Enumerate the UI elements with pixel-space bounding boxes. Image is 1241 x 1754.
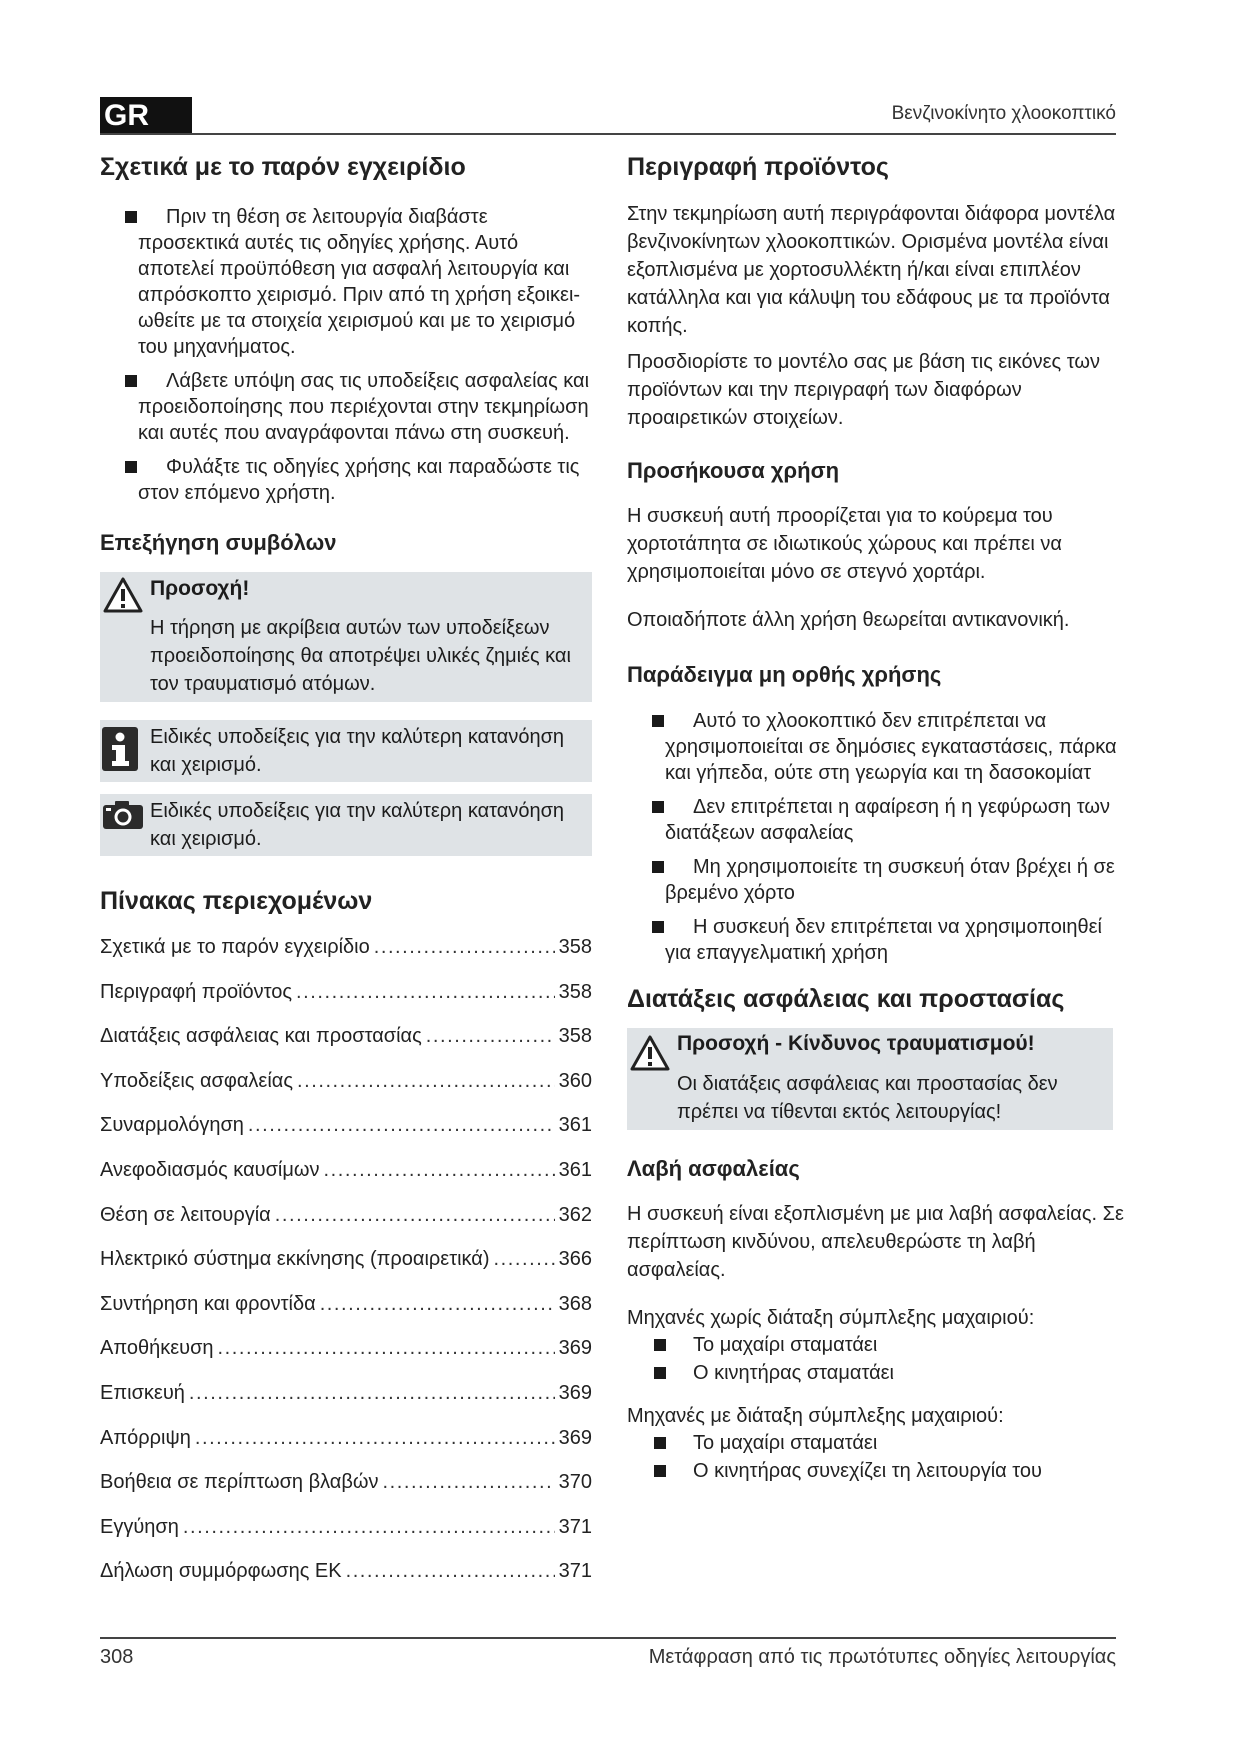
list-item: Η συσκευή δεν επιτρέπεται να χρησιμοποιηθεί για επαγγελματική χρήση (627, 914, 1127, 966)
with-clutch-label: Μηχανές με διάταξη σύμπλεξης μαχαιριού: (627, 1405, 1004, 1427)
safety-warning-notice (627, 1028, 1113, 1130)
list-item: Ο κινητήρας σταματάει (627, 1360, 1127, 1386)
left-column (100, 150, 592, 1605)
toc-heading: Πίνακας περιεχομένων (100, 887, 373, 915)
safety-warning-title: Προσοχή - Κίνδυνος τραυματισμού! (677, 1032, 1035, 1055)
warning-title: Προσοχή! (150, 577, 250, 600)
toc-entry[interactable]: Απόρριψη . . . 369 (100, 1427, 592, 1472)
safety-warning-body: Οι διατάξεις ασφάλειας και προστασίας δεν πρέπει να τίθενται εκτός λειτουργίας! (677, 1073, 1058, 1123)
list-item: Το μαχαίρι σταματάει (627, 1332, 1127, 1358)
with-clutch-list (627, 1430, 1127, 1484)
toc-entry[interactable]: Συναρμολόγηση . . . 361 (100, 1114, 592, 1159)
toc-entry[interactable]: Επισκευή . . . 369 (100, 1382, 592, 1427)
list-item: Το μαχαίρι σταματάει (627, 1430, 1127, 1456)
toc-entry[interactable]: Βοήθεια σε περίπτωση βλαβών . . . 370 (100, 1471, 592, 1516)
footer-rule (100, 1637, 1116, 1639)
info-text: Ειδικές υποδείξεις για την καλύτερη κατανόηση και χειρισμό. (150, 726, 565, 776)
product-para-2: Προσδιορίστε το μοντέλο σας με βάση τις εικόνες των προϊόντων και την περιγραφή των διαφόρων προαιρετικών στοιχείων. (627, 351, 1100, 429)
safety-heading: Διατάξεις ασφάλειας και προστασίας (627, 985, 1065, 1013)
toc-entry[interactable]: Συντήρηση και φροντίδα . . . 368 (100, 1293, 592, 1338)
misuse-heading: Παράδειγμα μη ορθής χρήσης (627, 662, 942, 687)
misuse-bullets (627, 708, 1127, 966)
toc-list (100, 936, 592, 1605)
toc-entry[interactable]: Ηλεκτρικό σύστημα εκκίνησης (προαιρετικά) . . . 366 (100, 1248, 592, 1293)
camera-notice (100, 794, 592, 856)
footer-text: Μετάφραση από τις πρωτότυπες οδηγίες λειτουργίας (648, 1646, 1116, 1668)
toc-entry[interactable]: Εγγύηση . . . 371 (100, 1516, 592, 1561)
warning-notice (100, 572, 592, 702)
about-heading: Σχετικά με το παρόν εγχειρίδιο (100, 153, 466, 181)
intended-use-para-1: Η συσκευή αυτή προορίζεται για το κούρεμα του χορτοτάπητα σε ιδιωτικούς χώρους και πρέπει να χρησιμοποιείται μόνο σε στεγνό χορτάρι. (627, 505, 1062, 583)
list-item: Μη χρησιμοποιείτε τη συσκευή όταν βρέχει ή σε βρεμένο χόρτο (627, 854, 1127, 906)
without-clutch-list (627, 1332, 1127, 1386)
handle-heading: Λαβή ασφαλείας (627, 1156, 800, 1181)
toc-entry[interactable]: Θέση σε λειτουργία . . . 362 (100, 1204, 592, 1249)
camera-icon (102, 800, 144, 830)
without-clutch-label: Μηχανές χωρίς διάταξη σύμπλεξης μαχαιριού: (627, 1307, 1035, 1329)
toc-entry[interactable]: Αποθήκευση . . . 369 (100, 1337, 592, 1382)
list-item: Δεν επιτρέπεται η αφαίρεση ή η γεφύρωση των διατάξεων ασφαλείας (627, 794, 1127, 846)
intended-use-para-2: Οποιαδήποτε άλλη χρήση θεωρείται αντικανονική. (627, 609, 1070, 631)
camera-text: Ειδικές υποδείξεις για την καλύτερη κατανόηση και χειρισμό. (150, 800, 565, 850)
product-para-1: Στην τεκμηρίωση αυτή περιγράφονται διάφορα μοντέλα βενζινοκίνητων χλοοκοπτικών. Ορισμένα μοντέλα είναι εξοπλισμένα με χορτοσυλλέκτη ή/και είναι επιπλέον κατάλληλα και για κάλυψη του εδάφους με τα προϊόντα κοπής. (627, 203, 1116, 337)
toc-entry[interactable]: Δήλωση συμμόρφωσης ΕΚ . . . 371 (100, 1560, 592, 1605)
list-item: Πριν τη θέση σε λειτουργία διαβάστε προσεκτικά αυτές τις οδηγίες χρήσης. Αυτό αποτελεί προϋπόθεση για ασφαλή λειτουργία και απρόσκοπτο χειρισμό. Πριν από τη χρήση εξοικει-ωθείτε με τα στοιχεία χειρισμού και με το χειρισμό του μηχανήματος. (100, 204, 592, 360)
header-rule (100, 133, 1116, 135)
list-item: Αυτό το χλοοκοπτικό δεν επιτρέπεται να χρησιμοποιείται σε δημόσιες εγκαταστάσεις, πάρκα και γήπεδα, ούτε στη γεωργία και τη δασοκομίατ (627, 708, 1127, 786)
handle-para: Η συσκευή είναι εξοπλισμένη με μια λαβή ασφαλείας. Σε περίπτωση κινδύνου, απελευθερώστε τη λαβή ασφαλείας. (627, 1203, 1124, 1281)
intended-use-heading: Προσήκουσα χρήση (627, 458, 840, 483)
toc-entry[interactable]: Περιγραφή προϊόντος . . . 358 (100, 981, 592, 1026)
toc-entry[interactable]: Υποδείξεις ασφαλείας . . . 360 (100, 1070, 592, 1115)
about-bullets (100, 204, 592, 506)
list-item: Ο κινητήρας συνεχίζει τη λειτουργία του (627, 1458, 1127, 1484)
language-badge: GR (100, 97, 192, 134)
warning-triangle-icon (102, 576, 144, 614)
toc-entry[interactable]: Σχετικά με το παρόν εγχειρίδιο . . . 358 (100, 936, 592, 981)
list-item: Φυλάξτε τις οδηγίες χρήσης και παραδώστε τις στον επόμενο χρήστη. (100, 454, 592, 506)
toc-entry[interactable]: Διατάξεις ασφάλειας και προστασίας . . . 358 (100, 1025, 592, 1070)
warning-body: Η τήρηση με ακρίβεια αυτών των υποδείξεων προειδοποίησης θα αποτρέψει υλικές ζημιές και τον τραυματισμό ατόμων. (150, 617, 571, 695)
symbols-heading: Επεξήγηση συμβόλων (100, 530, 337, 555)
toc-entry[interactable]: Ανεφοδιασμός καυσίμων . . . 361 (100, 1159, 592, 1204)
info-icon (102, 727, 138, 771)
info-notice (100, 720, 592, 782)
warning-triangle-icon (629, 1034, 671, 1072)
header-title: Βενζινοκίνητο χλοοκοπτικό (891, 103, 1116, 124)
right-column (627, 150, 1127, 1486)
list-item: Λάβετε υπόψη σας τις υποδείξεις ασφαλείας και προειδοποίησης που περιέχονται στην τεκμηρίωση και αυτές που αναγράφονται πάνω στη συσκευή. (100, 368, 592, 446)
page-number: 308 (100, 1646, 134, 1668)
product-heading: Περιγραφή προϊόντος (627, 153, 889, 181)
